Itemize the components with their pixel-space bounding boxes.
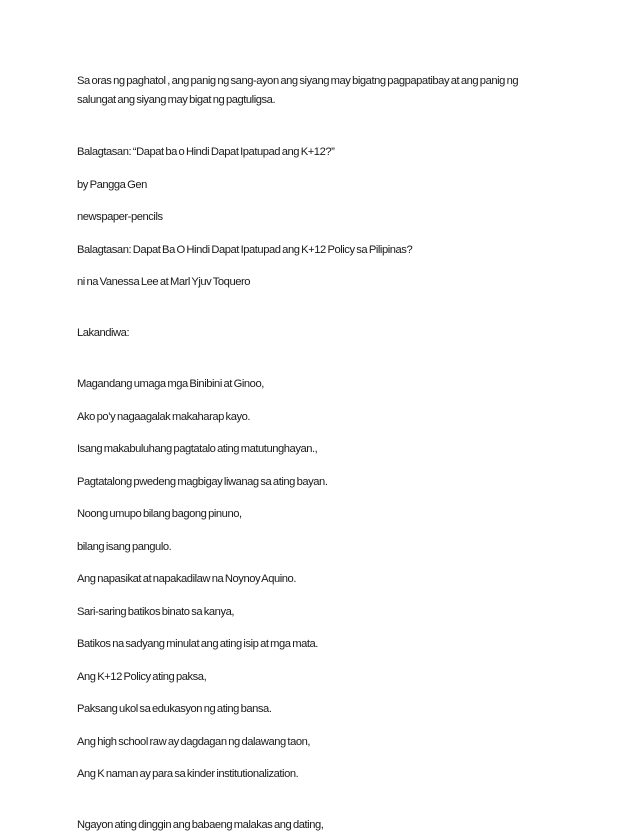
authors-line: ni na Vanessa Lee at Marl Yjuv Toquero xyxy=(77,276,251,288)
verse-line: Sari-saring batikos binato sa kanya, xyxy=(77,605,235,618)
subtitle-line: Balagtasan: Dapat Ba O Hindi Dapat Ipatupad ang K+12 Policy sa Pilipinas? xyxy=(77,243,413,256)
source-line: newspaper-pencils xyxy=(77,211,163,223)
speaker-label: Lakandiwa: xyxy=(77,327,130,339)
closing-line: Ngayon ating dinggin ang babaeng malakas ang dating, xyxy=(77,819,324,831)
author-line: by Pangga Gen xyxy=(77,178,147,191)
verse-line: Batikos na sadyang minulat ang ating isip at mga mata. xyxy=(77,638,318,650)
verse-line: Paksang ukol sa edukasyon ng ating bansa. xyxy=(77,703,272,715)
verse-line: Noong umupo bilang bagong pinuno, xyxy=(77,508,242,520)
verse-line: Ang napasikat at napakadilaw na Noynoy Aquino. xyxy=(77,573,296,585)
intro-paragraph xyxy=(77,72,557,110)
balagtasan-title: Balagtasan: “Dapat ba o Hindi Dapat Ipatupad ang K+12?” xyxy=(77,146,335,158)
intro-line-1: Sa oras ng paghatol , ang panig ng sang-ayon ang siyang may bigatng pagpapatibay at ang panig ng xyxy=(77,75,519,87)
verse-line: Isang makabuluhang pagtatalo ating matutunghayan., xyxy=(77,443,318,455)
verse-line: Ako po’y nagaagalak makaharap kayo. xyxy=(77,410,251,423)
verse-line: Magandang umaga mga Binibini at Ginoo, xyxy=(77,378,264,390)
verse-line: Ang high school raw ay dagdagan ng dalawang taon, xyxy=(77,735,311,748)
verse-line: Ang K+12 Policy ating paksa, xyxy=(77,670,207,683)
intro-line-2: salungat ang siyang may bigat ng pagtuligsa. xyxy=(77,94,276,106)
verse-line: Ang K naman ay para sa kinder institutionalization. xyxy=(77,768,299,780)
verse-line: bilang isang pangulo. xyxy=(77,540,172,553)
verse-line: Pagtatalong pwedeng magbigay liwanag sa ating bayan. xyxy=(77,475,328,488)
